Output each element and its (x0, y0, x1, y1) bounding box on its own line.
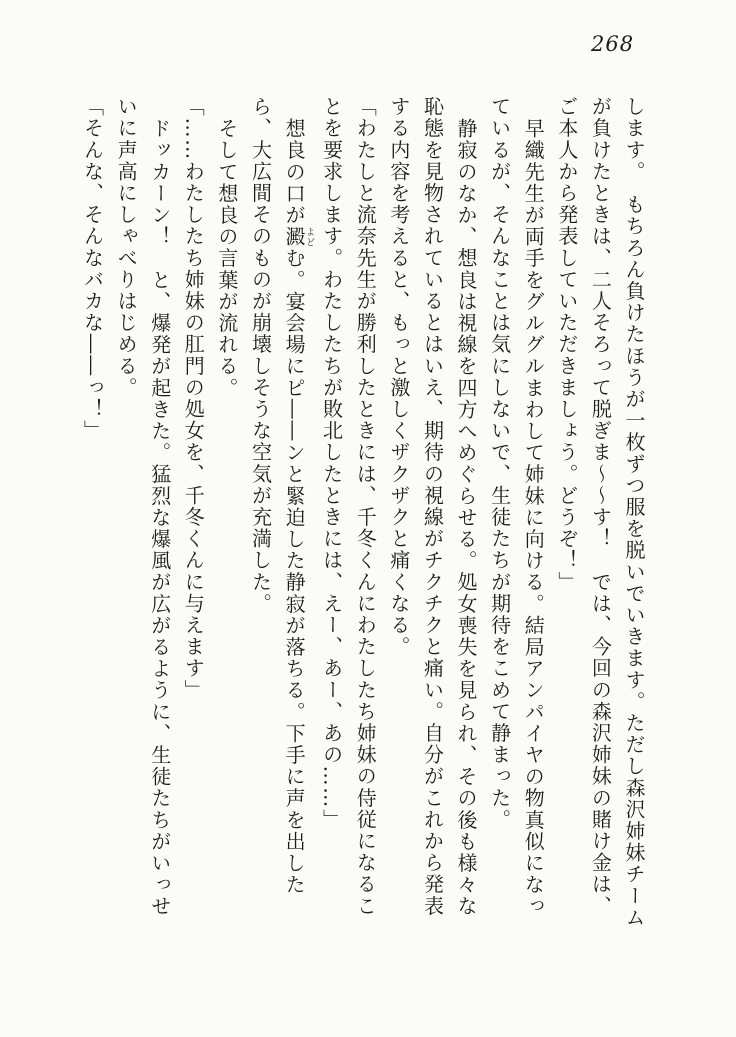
text-column: ら、大広間そのものが崩壊しそうな空気が充満した。 (248, 96, 273, 615)
text-column: 静寂のなか、想良は視線を四方へめぐらせる。処女喪失を見られ、その後も様々な (454, 117, 479, 917)
text-column: いに声高にしゃべりはじめる。 (114, 96, 139, 399)
page-number: 268 (591, 32, 635, 56)
vertical-text-block (78, 96, 650, 948)
text-column: 「わたしと流奈先生が勝利したときには、千冬くんにわたしたち姉妹の侍従になるこ (353, 96, 378, 917)
text-column: します。 もちろん負けたほうが一枚ずつ服を脱いでいきます。ただし森沢姉妹チーム (622, 96, 646, 929)
text-column: ドッカーン！ と、爆発が起きた。猛烈な爆風が広がるように、生徒たちがいっせ (147, 117, 172, 917)
text-column: 想良の口が澱よどむ。宴会場にピ――ンと緊迫した静寂が落ちる。下手に声を出した (282, 117, 315, 896)
text-column: 恥態を見物されているとはいえ、期待の視線がチクチクと痛い。自分がこれから発表 (420, 96, 445, 917)
text-column: ご本人から発表していただきましょう。どうぞ！」 (554, 96, 579, 593)
text-column: が負けたときは、二人そろって脱ぎま～～す！ では、今回の森沢姉妹の賭け金は、 (588, 96, 613, 917)
text-column: する内容を考えると、もっと激しくザクザクと痛くなる。 (386, 96, 411, 658)
text-column: ているが、そんなことは気にしないで、生徒たちが期待をこめて静まった。 (487, 96, 512, 831)
furigana-ruby: 澱よど (282, 225, 315, 248)
text-column: そして想良の言葉が流れる。 (214, 117, 239, 399)
text-column: 「……わたしたち姉妹の肛門の処女を、千冬くんに与えます」 (181, 96, 206, 701)
text-column: 早織先生が両手をグルグルまわして姉妹に向ける。結局アンパイヤの物真似になっ (521, 117, 546, 917)
text-column: 「そんな、そんなバカな――っ！」 (80, 96, 105, 442)
text-column: とを要求します。わたしたちが敗北したときには、えー、あー、あの……」 (319, 96, 344, 831)
